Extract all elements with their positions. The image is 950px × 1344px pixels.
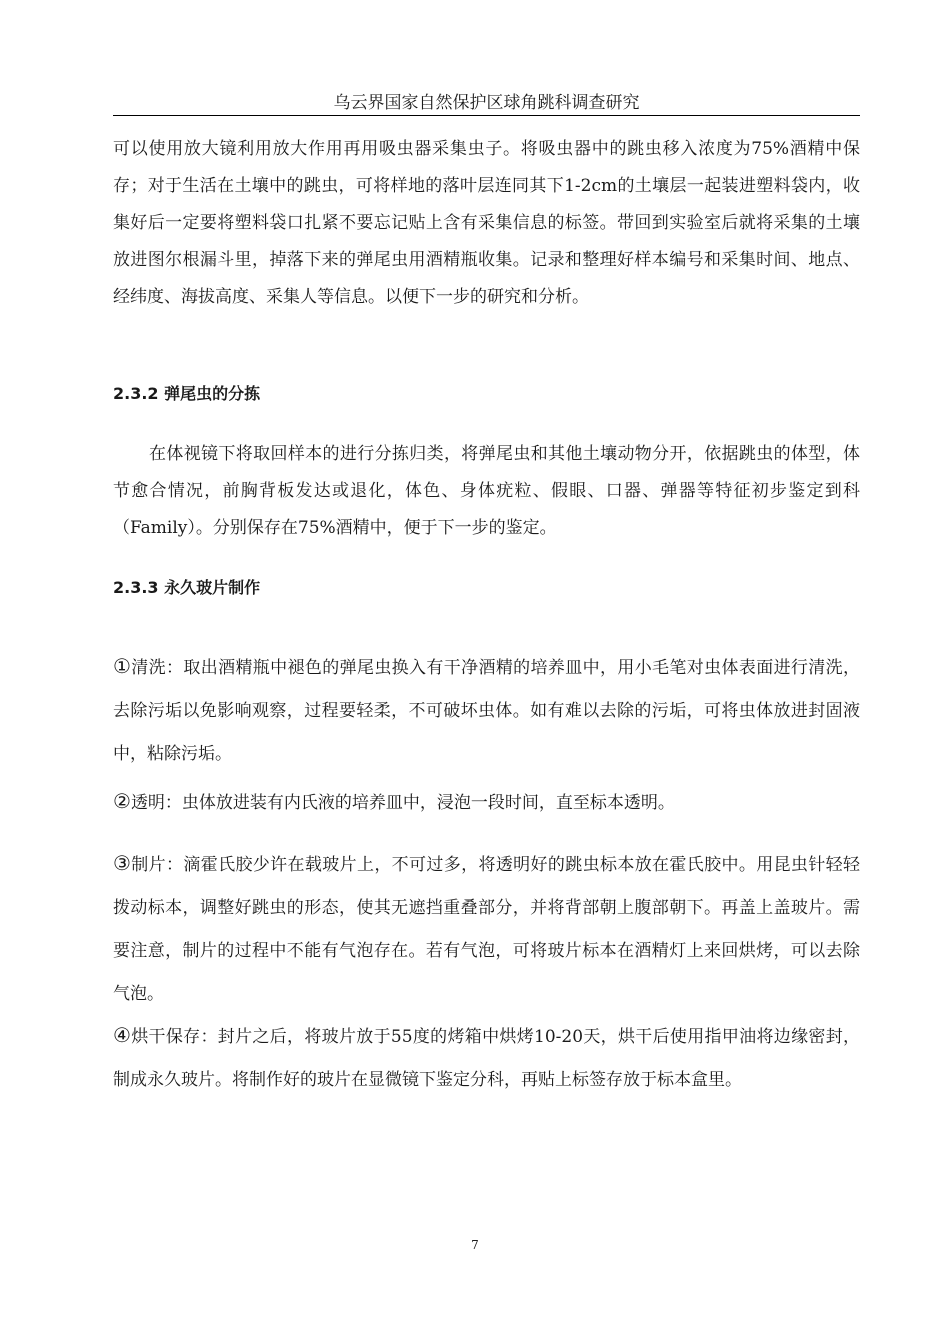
- intro-paragraph: 可以使用放大镜利用放大作用再用吸虫器采集虫子。将吸虫器中的跳虫移入浓度为75%酒精中保存；对于生活在土壤中的跳虫，可将样地的落叶层连同其下1-2cm的土壤层一起装进塑料袋内，收集好后一定要将塑料袋口扎紧不要忘记贴上含有采集信息的标签。带回到实验室后就将采集的土壤放进图尔根漏斗里，掉落下来的弹尾虫用酒精瓶收集。记录和整理好样本编号和采集时间、地点、经纬度、海拔高度、采集人等信息。以便下一步的研究和分析。: [113, 139, 860, 307]
- step-text: 烘干保存：封片之后，将玻片放于55度的烤箱中烘烤10-20天，烘干后使用指甲油将边缘密封，制成永久玻片。将制作好的玻片在显微镜下鉴定分科，再贴上标签存放于标本盒里。: [113, 1027, 860, 1090]
- step-mounting: [113, 842, 860, 1016]
- section-heading-sorting: 2.3.2 弹尾虫的分拣: [113, 384, 261, 403]
- step-marker: ②: [113, 789, 131, 813]
- step-marker: ①: [113, 654, 132, 678]
- step-text: 清洗：取出酒精瓶中褪色的弹尾虫换入有干净酒精的培养皿中，用小毛笔对虫体表面进行清洗，去除污垢以免影响观察，过程要轻柔，不可破坏虫体。如有难以去除的污垢，可将虫体放进封固液中，粘除污垢。: [113, 658, 860, 764]
- step-marker: ④: [113, 1023, 132, 1047]
- running-header: 乌云界国家自然保护区球角跳科调查研究: [333, 93, 640, 113]
- step-drying: [113, 1014, 860, 1102]
- header-divider: [113, 115, 860, 116]
- step-text: 透明：虫体放进装有内氏液的培养皿中，浸泡一段时间，直至标本透明。: [130, 793, 675, 813]
- step-text: 制片：滴霍氏胶少许在载玻片上，不可过多，将透明好的跳虫标本放在霍氏胶中。用昆虫针轻轻拨动标本，调整好跳虫的形态，使其无遮挡重叠部分，并将背部朝上腹部朝下。再盖上盖玻片。需要注意，制片的过程中不能有气泡存在。若有气泡，可将玻片标本在酒精灯上来回烘烤，可以去除气泡。: [113, 855, 860, 1004]
- sorting-paragraph: 在体视镜下将取回样本的进行分拣归类，将弹尾虫和其他土壤动物分开，依据跳虫的体型，体节愈合情况，前胸背板发达或退化，体色、身体疣粒、假眼、口器、弹器等特征初步鉴定到科（Family）。分别保存在75%酒精中，便于下一步的鉴定。: [113, 444, 860, 538]
- page-number: 7: [471, 1238, 479, 1252]
- step-marker: ③: [113, 851, 132, 875]
- step-cleaning: [113, 645, 860, 776]
- section-heading-slide-making: 2.3.3 永久玻片制作: [113, 578, 261, 597]
- step-clearing: [113, 781, 860, 823]
